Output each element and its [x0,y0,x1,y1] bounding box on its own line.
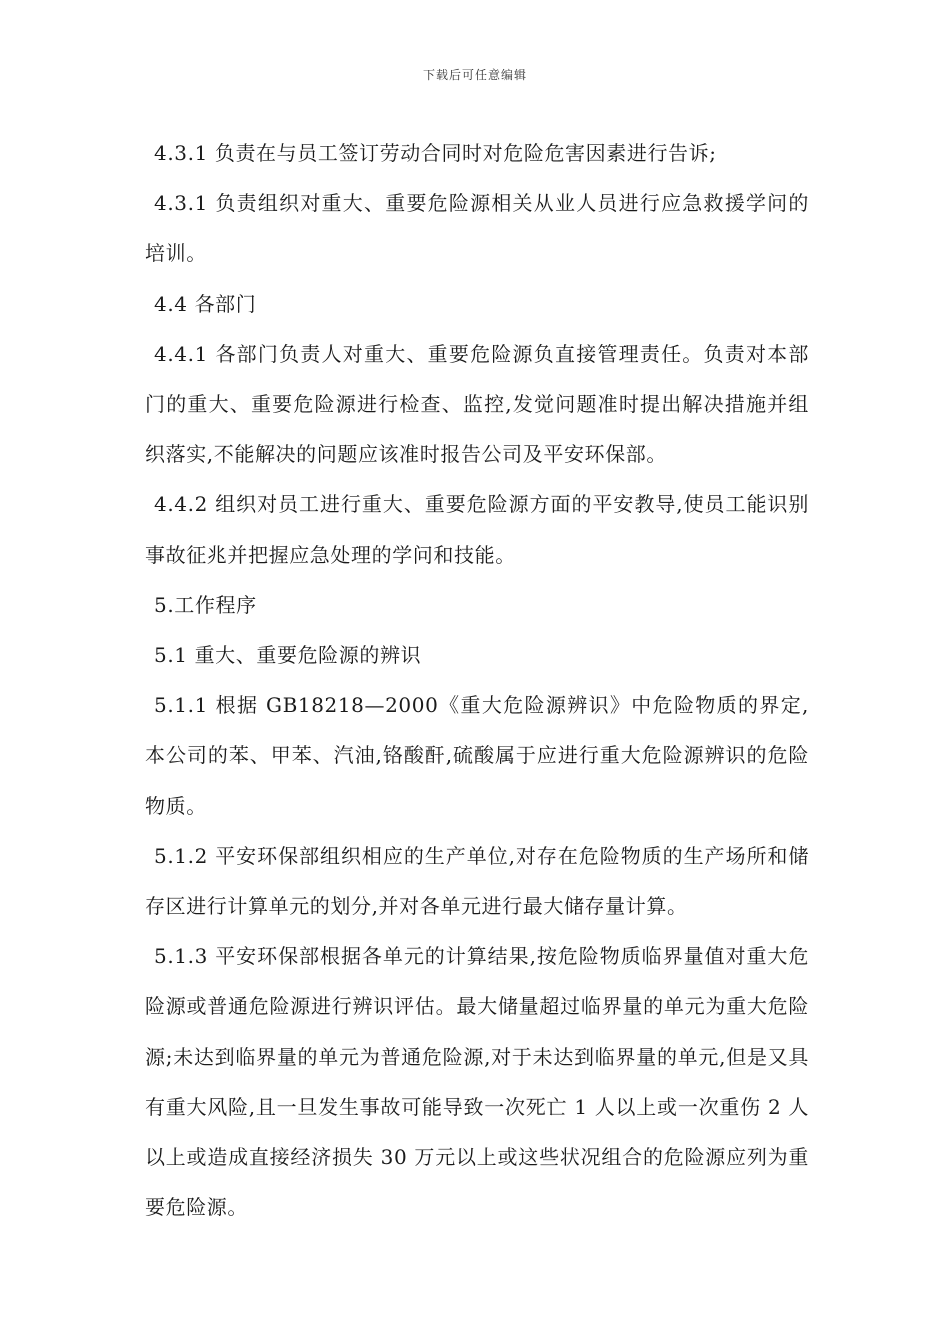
page-header: 下载后可任意编辑 [422,68,527,82]
paragraph-4-3-1-contract: 4.3.1 负责在与员工签订劳动合同时对危险危害因素进行告诉; [154,141,717,165]
heading-5-1-identification: 5.1 重大、重要危险源的辨识 [154,643,422,668]
paragraph-5-1-3: 5.1.3 平安环保部根据各单元的计算结果,按危险物质临界量值对重大危险源或普通危险源进行辨识评估。最大储量超过临界量的单元为重大危险源;未达到临界量的单元为普通危险源,对于未达到临界量的单元,但是又具有重大风险,且一旦发生事故可能导致一次死亡 1 人以上或一次重伤 2 人以上或造成直接经济损失 30 万元以上或这些状况组合的危险源应列为重要危险源。 [145,944,809,1220]
paragraph-5-1-2: 5.1.2 平安环保部组织相应的生产单位,对存在危险物质的生产场所和储存区进行计算单元的划分,并对各单元进行最大储存量计算。 [145,843,809,919]
paragraph-4-4-1: 4.4.1 各部门负责人对重大、重要危险源负直接管理责任。负责对本部门的重大、重要危险源进行检查、监控,发觉问题准时提出解决措施并组织落实,不能解决的问题应该准时报告公司及平安环保部。 [145,341,809,467]
heading-4-4-departments: 4.4 各部门 [154,291,257,316]
paragraph-4-3-1-training: 4.3.1 负责组织对重大、重要危险源相关从业人员进行应急救援学问的培训。 [145,191,809,266]
paragraph-4-4-2: 4.4.2 组织对员工进行重大、重要危险源方面的平安教导,使员工能识别事故征兆并把握应急处理的学问和技能。 [145,492,809,567]
paragraph-5-1-1: 5.1.1 根据 GB18218—2000《重大危险源辨识》中危险物质的界定,本公司的苯、甲苯、汽油,铬酸酐,硫酸属于应进行重大危险源辨识的危险物质。 [145,693,809,818]
heading-5-work-procedure: 5.工作程序 [154,592,257,617]
document-body [145,128,809,1232]
